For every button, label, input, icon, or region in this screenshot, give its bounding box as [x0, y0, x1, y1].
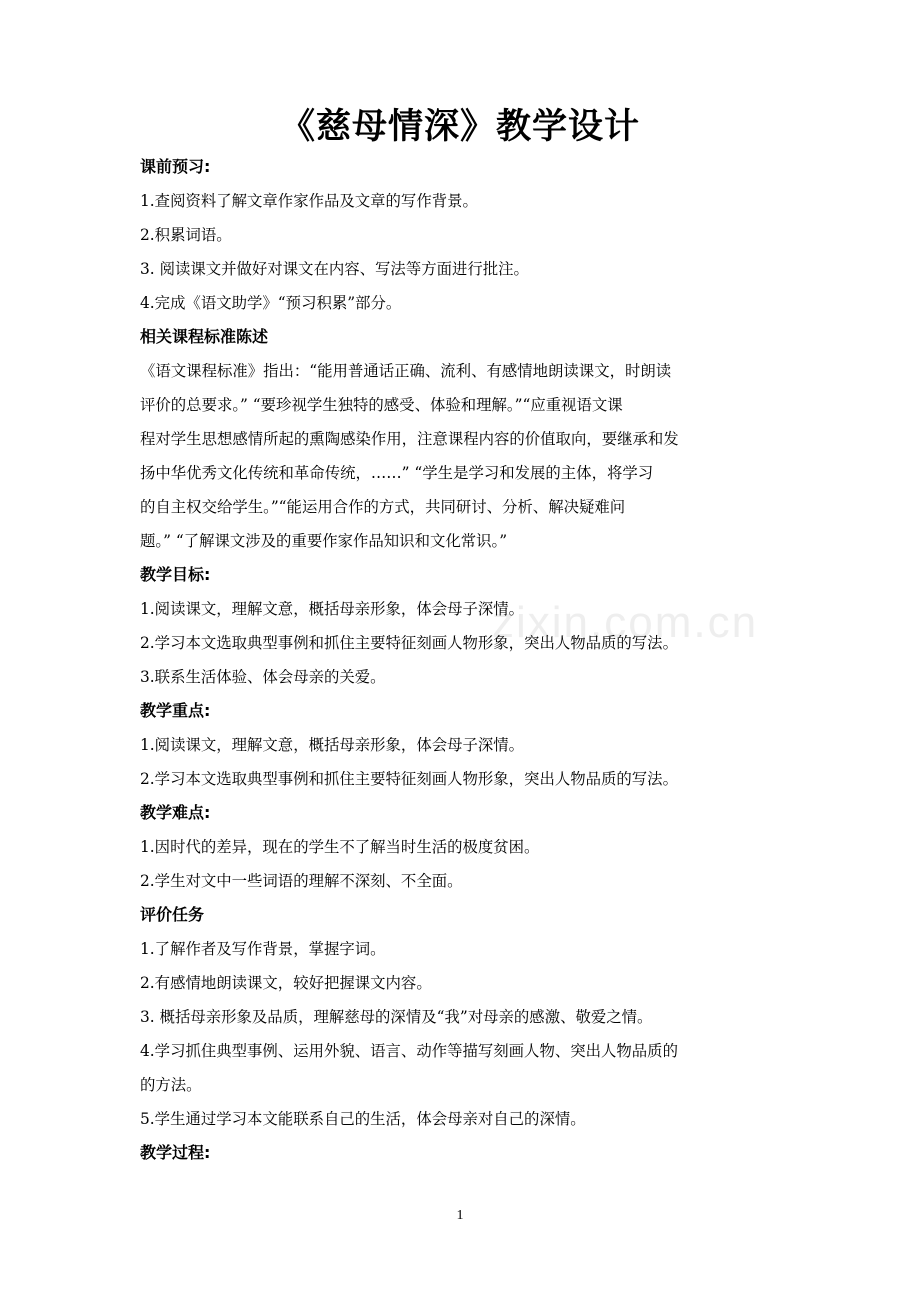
evaluation-item: 3. 概括母亲形象及品质，理解慈母的深情及“我”对母亲的感激、敬爱之情。 — [140, 1008, 653, 1026]
evaluation-item: 4.学习抓住典型事例、运用外貌、语言、动作等描写刻画人物、突出人物品质的 — [140, 1042, 678, 1060]
standards-line: 题。” “了解课文涉及的重要作家作品知识和文化常识。” — [140, 532, 508, 550]
section-heading-key-points: 教学重点: — [140, 701, 211, 720]
difficulty-item: 1.因时代的差异，现在的学生不了解当时生活的极度贫困。 — [140, 838, 540, 856]
section-heading-goals: 教学目标: — [140, 565, 211, 584]
section-heading-evaluation: 评价任务 — [140, 905, 205, 924]
goal-item: 2.学习本文选取典型事例和抓住主要特征刻画人物形象，突出人物品质的写法。 — [140, 634, 678, 652]
evaluation-item-continued: 的方法。 — [140, 1076, 202, 1094]
section-heading-standards: 相关课程标准陈述 — [140, 327, 269, 346]
section-heading-difficulties: 教学难点: — [140, 803, 211, 822]
standards-line: 《语文课程标准》指出：“能用普通话正确、流利、有感情地朗读课文，时朗读 — [140, 362, 672, 380]
document-title: 《慈母情深》教学设计 — [279, 107, 640, 147]
key-point-item: 1.阅读课文，理解文意，概括母亲形象，体会母子深情。 — [140, 736, 525, 754]
standards-line: 程对学生思想感情所起的熏陶感染作用，注意课程内容的价值取向，要继承和发 — [140, 430, 679, 448]
watermark: zixin.com.cn — [492, 598, 759, 647]
preview-item: 3. 阅读课文并做好对课文在内容、写法等方面进行批注。 — [140, 260, 529, 278]
goal-item: 1.阅读课文，理解文意，概括母亲形象，体会母子深情。 — [140, 600, 525, 618]
standards-line: 评价的总要求。” “要珍视学生独特的感受、体验和理解。”“应重视语文课 — [140, 396, 623, 414]
preview-item: 2.积累词语。 — [140, 226, 232, 244]
evaluation-item: 1.了解作者及写作背景，掌握字词。 — [140, 940, 386, 958]
section-heading-process: 教学过程: — [140, 1143, 211, 1162]
goal-item: 3.联系生活体验、体会母亲的关爱。 — [140, 668, 386, 686]
standards-line: 扬中华优秀文化传统和革命传统，……” “学生是学习和发展的主体，将学习 — [140, 464, 654, 482]
standards-paragraph — [140, 354, 785, 558]
document-body — [140, 150, 785, 1170]
preview-item: 1.查阅资料了解文章作家作品及文章的写作背景。 — [140, 192, 478, 210]
preview-item: 4.完成《语文助学》“预习积累”部分。 — [140, 294, 402, 312]
evaluation-item: 2.有感情地朗读课文，较好把握课文内容。 — [140, 974, 432, 992]
section-heading-preview: 课前预习: — [140, 157, 211, 176]
key-point-item: 2.学习本文选取典型事例和抓住主要特征刻画人物形象，突出人物品质的写法。 — [140, 770, 678, 788]
page-number: 1 — [456, 1208, 464, 1223]
difficulty-item: 2.学生对文中一些词语的理解不深刻、不全面。 — [140, 872, 463, 890]
standards-line: 的自主权交给学生。”“能运用合作的方式，共同研讨、分析、解决疑难问 — [140, 498, 626, 516]
evaluation-item: 5.学生通过学习本文能联系自己的生活，体会母亲对自己的深情。 — [140, 1110, 586, 1128]
